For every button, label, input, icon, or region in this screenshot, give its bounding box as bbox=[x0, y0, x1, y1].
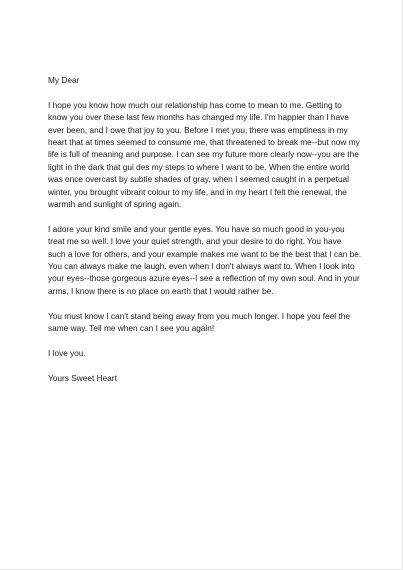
letter-body bbox=[48, 74, 360, 384]
paragraph-line: arms, I know there is no place on earth that I would rather be. bbox=[48, 285, 274, 296]
paragraph-line: winter, you brought vibrant colour to my life, and in my heart I felt the renewal, the bbox=[48, 186, 347, 197]
paragraph-line: such a love for others, and your example makes me want to be the best that I can be. bbox=[48, 248, 362, 259]
closing-line: I love you. bbox=[48, 347, 86, 358]
paragraph-line: your eyes--those gorgeous azure eyes--I see a reflection of my own soul. And in your bbox=[48, 273, 360, 284]
paragraph-3 bbox=[48, 310, 360, 335]
paragraph-2 bbox=[48, 223, 360, 297]
paragraph-line: You can always make me laugh, even when I don't always want to. When I look into bbox=[48, 261, 355, 272]
paragraph-line: same way. Tell me when can I see you again! bbox=[48, 323, 215, 334]
paragraph-line: was once overcast by subtle shades of gray, when I seemed caught in a perpetual bbox=[48, 174, 350, 185]
paragraph-line: warmth and sunlight of spring again. bbox=[48, 199, 182, 210]
paragraph-line: treat me so well. I love your quiet strength, and your desire to do right. You have bbox=[48, 236, 342, 247]
paragraph-line: light in the dark that gui des my steps to where I want to be. When the entire world bbox=[48, 161, 350, 172]
paragraph-line: ever been, and I owe that joy to you. Before I met you, there was emptiness in my bbox=[48, 124, 348, 135]
paragraph-line: I adore your kind smile and your gentle eyes. You have so much good in you-you bbox=[48, 223, 345, 234]
paragraph-line: I hope you know how much our relationship has come to mean to me. Getting to bbox=[48, 99, 342, 110]
salutation: My Dear bbox=[48, 75, 80, 85]
paragraph-line: heart that at times seemed to consume me, that threatened to break me--but now my bbox=[48, 137, 360, 148]
paragraph-1 bbox=[48, 99, 360, 211]
paragraph-line: know you over these last few months has changed my life. I'm happier than I have bbox=[48, 112, 349, 123]
paragraph-line: You must know I can't stand being away from you much longer. I hope you feel the bbox=[48, 310, 350, 321]
signature: Yours Sweet Heart bbox=[48, 372, 117, 383]
paragraph-line: life is full of meaning and purpose. I can see my future more clearly now--you are the bbox=[48, 149, 359, 160]
